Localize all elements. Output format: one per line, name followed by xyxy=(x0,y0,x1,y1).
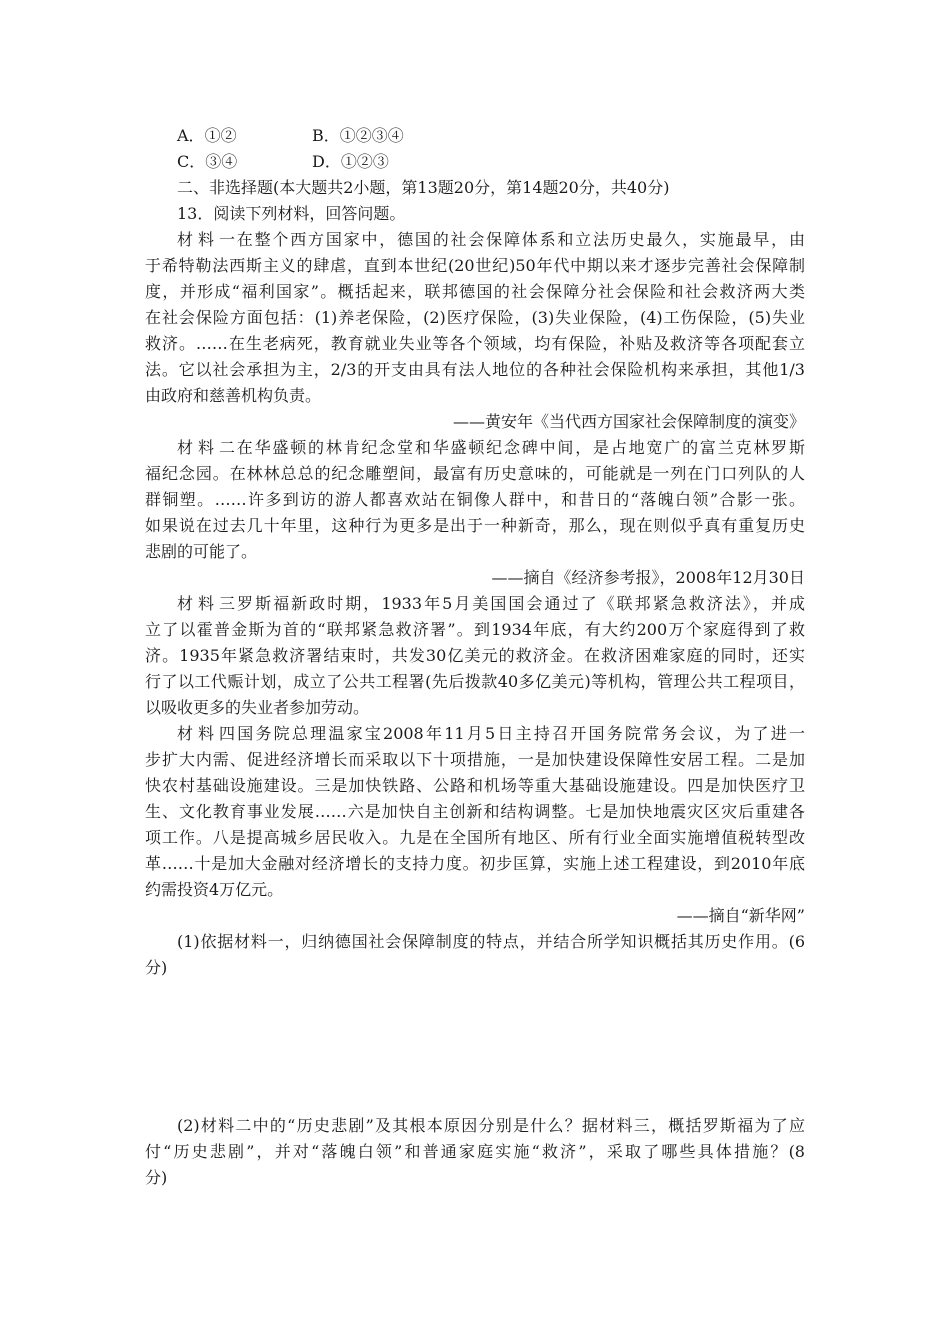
material-4-line: 项工作。八是提高城乡居民收入。九是在全国所有地区、所有行业全面实施增值税转型改 xyxy=(145,828,805,847)
question-2-line: 付“历史悲剧”，并对“落魄白领”和普通家庭实施“救济”，采取了哪些具体措施？(8 xyxy=(145,1142,805,1161)
option-b: B．①②③④ xyxy=(312,126,404,145)
material-3-label: 材料三 xyxy=(177,594,235,613)
option-c: C．③④ xyxy=(177,152,238,171)
question-2-line: (2)材料二中的“历史悲剧”及其根本原因分别是什么？据材料三，概括罗斯福为了应 xyxy=(177,1116,805,1135)
material-2-source: ——摘自《经济参考报》，2008年12月30日 xyxy=(491,568,805,587)
material-1-line: 材料一在整个西方国家中，德国的社会保障体系和立法历史最久，实施最早，由 xyxy=(177,230,805,249)
material-1-line: 法。它以社会承担为主，2/3的开支由具有法人地位的各种社会保险机构来承担，其他1/3 xyxy=(145,360,805,379)
material-1-line: 于希特勒法西斯主义的肆虐，直到本世纪(20世纪)50年代中期以来才逐步完善社会保障制 xyxy=(145,256,805,275)
material-3-line: 以吸收更多的失业者参加劳动。 xyxy=(145,698,370,717)
material-1-line: 由政府和慈善机构负责。 xyxy=(145,386,322,405)
material-1-line: 度，并形成“福利国家”。概括起来，联邦德国的社会保障分社会保险和社会救济两大类 xyxy=(145,282,805,301)
option-d: D．①②③ xyxy=(312,152,389,171)
material-4-line: 革……十是加大金融对经济增长的支持力度。初步匡算，实施上述工程建设，到2010年底 xyxy=(145,854,805,873)
material-1-line: 在社会保险方面包括：(1)养老保险，(2)医疗保险，(3)失业保险，(4)工伤保险，(5)失业 xyxy=(145,308,805,327)
material-4-label: 材料四 xyxy=(177,724,235,743)
material-3-line: 材料三罗斯福新政时期，1933年5月美国国会通过了《联邦紧急救济法》，并成 xyxy=(177,594,805,613)
material-4-line: 材料四国务院总理温家宝2008年11月5日主持召开国务院常务会议，为了进一 xyxy=(177,724,805,743)
material-4-line: 快农村基础设施建设。三是加快铁路、公路和机场等重大基础设施建设。四是加快医疗卫 xyxy=(145,776,805,795)
material-4-line: 步扩大内需、促进经济增长而采取以下十项措施，一是加快建设保障性安居工程。二是加 xyxy=(145,750,805,769)
material-2-line: 福纪念园。在林林总总的纪念雕塑间，最富有历史意味的，可能就是一列在门口列队的人 xyxy=(145,464,805,483)
section-heading: 二、非选择题(本大题共2小题，第13题20分，第14题20分，共40分) xyxy=(177,178,670,197)
material-1-source: ——黄安年《当代西方国家社会保障制度的演变》 xyxy=(452,412,805,431)
question-2-line: 分) xyxy=(145,1168,168,1187)
material-1-label: 材料一 xyxy=(177,230,235,249)
material-2-line: 材料二在华盛顿的林肯纪念堂和华盛顿纪念碑中间，是占地宽广的富兰克林罗斯 xyxy=(177,438,805,457)
material-2-line: 如果说在过去几十年里，这种行为更多是出于一种新奇，那么，现在则似乎真有重复历史 xyxy=(145,516,805,535)
material-2-label: 材料二 xyxy=(177,438,235,457)
question-1-line: 分) xyxy=(145,958,168,977)
material-1-line: 救济。……在生老病死，教育就业失业等各个领域，均有保险，补贴及救济等各项配套立 xyxy=(145,334,805,353)
material-2-line: 群铜塑。……许多到访的游人都喜欢站在铜像人群中，和昔日的“落魄白领”合影一张。 xyxy=(145,490,805,509)
material-4-source: ——摘自“新华网” xyxy=(676,906,805,925)
material-3-line: 济。1935年紧急救济署结束时，共发30亿美元的救济金。在救济困难家庭的同时，还实 xyxy=(145,646,805,665)
material-4-line: 约需投资4万亿元。 xyxy=(145,880,284,899)
material-3-line: 行了以工代赈计划，成立了公共工程署(先后拨款40多亿美元)等机构，管理公共工程项目， xyxy=(145,672,805,691)
material-3-line: 立了以霍普金斯为首的“联邦紧急救济署”。到1934年底，有大约200万个家庭得到了救 xyxy=(145,620,805,639)
question-1-line: (1)依据材料一，归纳德国社会保障制度的特点，并结合所学知识概括其历史作用。(6 xyxy=(177,932,805,951)
question-13-stem: 13．阅读下列材料，回答问题。 xyxy=(177,204,406,223)
material-2-line: 悲剧的可能了。 xyxy=(145,542,258,561)
material-4-line: 生、文化教育事业发展……六是加快自主创新和结构调整。七是加快地震灾区灾后重建各 xyxy=(145,802,805,821)
option-a: A．①② xyxy=(177,126,237,145)
